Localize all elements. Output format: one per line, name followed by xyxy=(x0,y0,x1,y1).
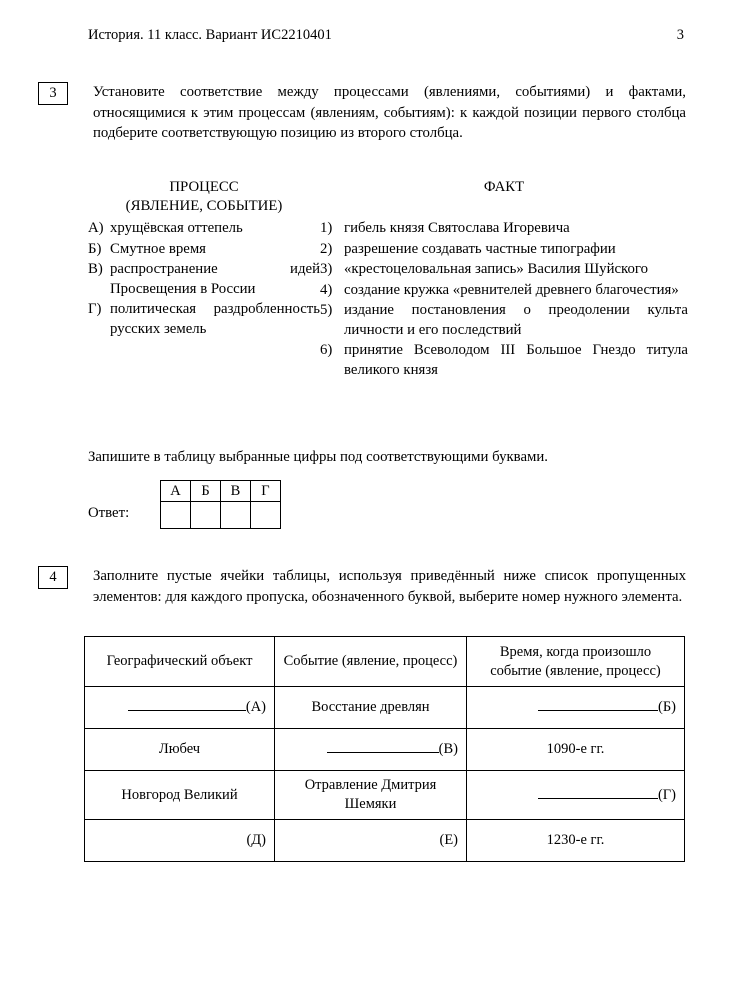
process-item-b-key: Б) xyxy=(88,240,102,257)
blank-rule xyxy=(538,699,658,711)
table-cell-time-1[interactable] xyxy=(467,687,685,729)
question-4-table-wrap xyxy=(84,636,684,862)
fact-item-6-text: принятие Всеволодом III Большое Гнездо титула великого князя xyxy=(344,342,688,378)
process-item-a xyxy=(88,219,320,239)
fact-heading xyxy=(320,178,688,216)
fact-list xyxy=(320,219,688,381)
running-header xyxy=(88,26,684,44)
question-3-number: 3 xyxy=(38,82,68,105)
header-title: История. 11 класс. Вариант ИС2210401 xyxy=(88,27,332,43)
table-row xyxy=(85,771,685,820)
fact-item-6-key: 6) xyxy=(320,342,333,358)
fact-item-4 xyxy=(320,281,688,301)
fact-item-2-text: разрешение создавать частные типографии xyxy=(344,240,616,257)
table-header-geo: Географический объект xyxy=(85,637,275,687)
table-cell-event-3: Отравление Дмитрия Шемяки xyxy=(275,771,467,820)
blank-rule xyxy=(538,787,658,799)
table-cell-geo-4[interactable] xyxy=(85,820,275,862)
fact-item-1-key: 1) xyxy=(320,220,333,236)
blank-b xyxy=(475,698,676,717)
fact-item-5 xyxy=(320,301,688,340)
blank-g xyxy=(475,786,676,805)
table-header-event: Событие (явление, процесс) xyxy=(275,637,467,687)
blank-d-marker: (Д) xyxy=(246,832,266,848)
question-4-prompt-text: Заполните пустые ячейки таблицы, используя приведённый ниже список пропущенных элементов: для каждого пропуска, обозначенного буквой, выберите номер нужного элемента. xyxy=(93,568,686,605)
answer-header-a: А xyxy=(161,481,191,502)
answer-cell-a[interactable] xyxy=(161,502,191,529)
fact-heading-label: ФАКТ xyxy=(483,179,525,195)
fact-item-4-text: создание кружка «ревнителей древнего благочестия» xyxy=(344,281,679,298)
blank-e-marker: (Е) xyxy=(439,832,458,848)
process-heading-line2: (ЯВЛЕНИЕ, СОБЫТИЕ) xyxy=(125,198,283,214)
process-heading-line1: ПРОЦЕСС xyxy=(169,179,239,195)
blank-b-marker: (Б) xyxy=(658,699,676,715)
table-header-time: Время, когда произошло событие (явление, процесс) xyxy=(467,637,685,687)
blank-v xyxy=(283,740,458,759)
answer-instruction: Запишите в таблицу выбранные цифры под соответствующими буквами. xyxy=(88,449,549,465)
table-cell-event-1: Восстание древлян xyxy=(275,687,467,729)
process-item-g-text: политическая раздробленность русских земель xyxy=(110,301,320,337)
process-item-v-text: распространение идей Просвещения в России xyxy=(110,261,320,297)
matching-area xyxy=(88,178,688,381)
answer-cell-v[interactable] xyxy=(221,502,251,529)
process-item-b xyxy=(88,240,320,260)
table-row xyxy=(85,687,685,729)
answer-header-g: Г xyxy=(251,481,281,502)
question-4-block xyxy=(38,566,686,607)
process-item-v-key: В) xyxy=(88,261,103,277)
process-item-g-key: Г) xyxy=(88,301,102,317)
blank-a-marker: (А) xyxy=(245,699,266,715)
answer-row xyxy=(88,480,281,529)
process-item-a-text: хрущёвская оттепель xyxy=(110,220,243,236)
answer-cell-g[interactable] xyxy=(251,502,281,529)
question-4-prompt xyxy=(93,566,686,607)
process-heading xyxy=(88,178,320,216)
answer-table-header-row xyxy=(161,481,281,502)
table-cell-geo-1[interactable] xyxy=(85,687,275,729)
answer-header-b: Б xyxy=(191,481,221,502)
question-4-number: 4 xyxy=(38,566,68,589)
table-cell-geo-3: Новгород Великий xyxy=(85,771,275,820)
fact-item-3-key: 3) xyxy=(320,261,333,277)
blank-rule xyxy=(128,699,246,711)
blank-g-marker: (Г) xyxy=(657,786,676,803)
fact-item-4-key: 4) xyxy=(320,281,333,298)
question-3-prompt-text: Установите соответствие между процессами (явлениями, событиями) и фактами, относящимися к этим процессам (явлениям, событиям): к каждой позиции первого столбца подберите соответствующую позицию из второго столбца. xyxy=(93,84,686,141)
question-3-block xyxy=(38,82,686,144)
fact-item-2 xyxy=(320,240,688,260)
process-item-b-text: Смутное время xyxy=(110,240,206,257)
fact-item-5-key: 5) xyxy=(320,302,333,318)
fact-item-1-text: гибель князя Святослава Игоревича xyxy=(344,220,570,236)
matching-headings xyxy=(88,178,688,216)
matching-columns xyxy=(88,219,688,381)
process-list xyxy=(88,219,320,381)
answer-table-input-row xyxy=(161,502,281,529)
fact-item-2-key: 2) xyxy=(320,240,333,257)
process-item-v xyxy=(88,260,320,299)
table-row xyxy=(85,820,685,862)
table-row xyxy=(85,729,685,771)
answer-table xyxy=(160,480,281,529)
table-cell-time-4: 1230-е гг. xyxy=(467,820,685,862)
process-item-g xyxy=(88,300,320,339)
table-cell-event-4[interactable] xyxy=(275,820,467,862)
blank-a xyxy=(93,698,266,717)
answer-cell-b[interactable] xyxy=(191,502,221,529)
question-4-table xyxy=(84,636,685,862)
table-cell-geo-2: Любеч xyxy=(85,729,275,771)
process-item-a-key: А) xyxy=(88,220,104,236)
fact-item-3 xyxy=(320,260,688,280)
blank-v-marker: (В) xyxy=(438,741,458,757)
table-cell-time-2: 1090-е гг. xyxy=(467,729,685,771)
table-cell-event-2[interactable] xyxy=(275,729,467,771)
page-number: 3 xyxy=(676,27,684,43)
answer-header-v: В xyxy=(221,481,251,502)
question-3-prompt xyxy=(93,82,686,144)
fact-item-6 xyxy=(320,341,688,380)
table-cell-time-3[interactable] xyxy=(467,771,685,820)
fact-item-3-text: «крестоцеловальная запись» Василия Шуйского xyxy=(344,261,648,277)
fact-item-5-text: издание постановления о преодолении культа личности и его последствий xyxy=(344,302,688,338)
answer-label: Ответ: xyxy=(88,505,130,521)
blank-rule xyxy=(327,741,439,753)
table-header-row xyxy=(85,637,685,687)
fact-item-1 xyxy=(320,219,688,239)
